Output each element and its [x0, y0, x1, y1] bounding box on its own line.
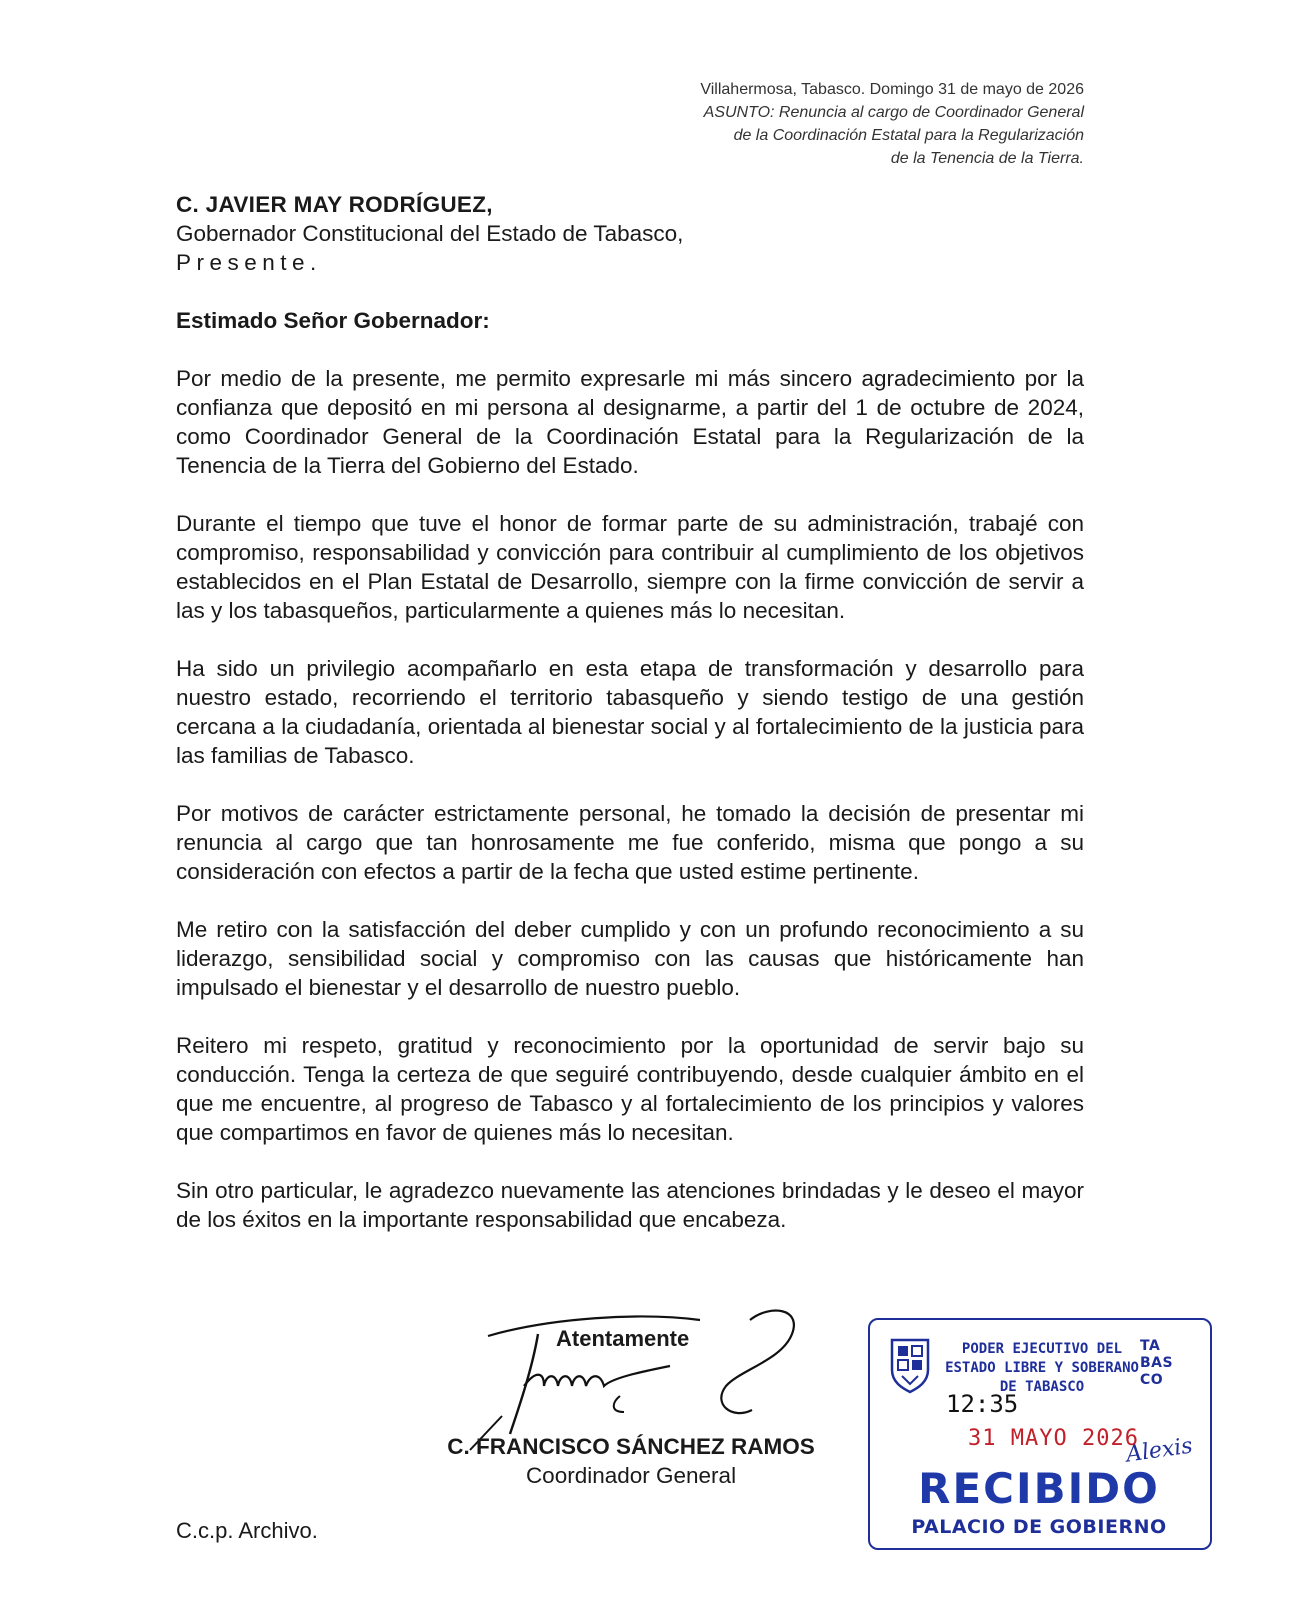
- body-paragraph: Sin otro particular, le agradezco nuevamente las atenciones brindadas y le deseo el mayor de los éxitos en la importante responsabilidad que encabeza.: [176, 1178, 1084, 1232]
- body-paragraph: Reitero mi respeto, gratitud y reconocimiento por la oportunidad de servir bajo su conducción. Tenga la certeza de que seguiré contribuyendo, desde cualquier ámbito en el que me encuentre, al progreso de Tabasco y al fortalecimiento de los principios y valores que compartimos en favor de quienes más lo necesitan.: [176, 1033, 1084, 1145]
- salutation: Estimado Señor Gobernador:: [176, 308, 490, 333]
- reception-stamp: [868, 1318, 1220, 1554]
- tabasco-logo: [1140, 1338, 1173, 1389]
- stamp-org-line: ESTADO LIBRE Y SOBERANO: [945, 1360, 1139, 1376]
- stamp-org-line: PODER EJECUTIVO DEL: [961, 1341, 1123, 1357]
- closing: Atentamente: [556, 1326, 690, 1351]
- addressee-position: Gobernador Constitucional del Estado de Tabasco,: [176, 221, 684, 246]
- addressee-name: C. JAVIER MAY RODRÍGUEZ,: [176, 192, 493, 217]
- stamp-organization: [942, 1340, 1142, 1397]
- subject-line: de la Tenencia de la Tierra.: [890, 150, 1084, 167]
- logo-line: BAS: [1140, 1355, 1174, 1371]
- signer-block: [426, 1432, 836, 1490]
- stamp-received: RECIBIDO: [918, 1464, 1160, 1513]
- body-paragraph: Por motivos de carácter estrictamente personal, he tomado la decisión de presentar mi renuncia al cargo que tan honrosamente me fue conferido, misma que pongo a su consideración con efectos a partir de la fecha que usted estime pertinente.: [176, 801, 1084, 884]
- body-paragraph: Ha sido un privilegio acompañarlo en esta etapa de transformación y desarrollo para nuestro estado, recorriendo el territorio tabasqueño y siendo testigo de una gestión cercana a la ciudadanía, orientada al bienestar social y al fortalecimiento de la justicia para las familias de Tabasco.: [176, 656, 1084, 768]
- signer-title: Coordinador General: [525, 1463, 737, 1488]
- addressee-presente: Presente.: [176, 250, 322, 275]
- logo-line: CO: [1140, 1372, 1164, 1388]
- body-paragraph: Me retiro con la satisfacción del deber cumplido y con un profundo reconocimiento a su liderazgo, sensibilidad social y compromiso con las causas que históricamente han impulsado el bienestar y el desarrollo de nuestro pueblo.: [176, 917, 1084, 1000]
- body-paragraph: Por medio de la presente, me permito expresarle mi más sincero agradecimiento por la confianza que depositó en mi persona al designarme, a partir del 1 de octubre de 2024, como Coordinador General de la Coordinación Estatal para la Regularización de la Tenencia de la Tierra del Gobierno del Estado.: [176, 366, 1084, 478]
- signer-name: C. FRANCISCO SÁNCHEZ RAMOS: [447, 1434, 815, 1459]
- stamp-place: PALACIO DE GOBIERNO: [911, 1516, 1167, 1538]
- letter-body: [176, 364, 1084, 1263]
- addressee-block: [176, 190, 683, 277]
- subject-line: de la Coordinación Estatal para la Regularización: [733, 127, 1084, 144]
- subject-line: ASUNTO: Renuncia al cargo de Coordinador General: [703, 104, 1084, 121]
- stamp-org-line: DE TABASCO: [999, 1379, 1085, 1395]
- stamp-date: 31 MAYO 2026: [968, 1426, 1139, 1451]
- stamp-time: 12:35: [946, 1390, 1019, 1418]
- ccp-line: C.c.p. Archivo.: [176, 1518, 318, 1543]
- letter-header: [484, 78, 1084, 170]
- body-paragraph: Durante el tiempo que tuve el honor de formar parte de su administración, trabajé con compromiso, responsabilidad y convicción para contribuir al cumplimiento de los objetivos establecidos en el Plan Estatal de Desarrollo, siempre con la firme convicción de servir a las y los tabasqueños, particularmente a quienes más lo necesitan.: [176, 511, 1084, 623]
- coat-of-arms-icon: [886, 1334, 934, 1394]
- stamp-handwritten-name: Alexis: [1124, 1433, 1195, 1468]
- place-date: Villahermosa, Tabasco. Domingo 31 de mayo de 2026: [700, 81, 1084, 98]
- logo-line: TA: [1140, 1338, 1161, 1354]
